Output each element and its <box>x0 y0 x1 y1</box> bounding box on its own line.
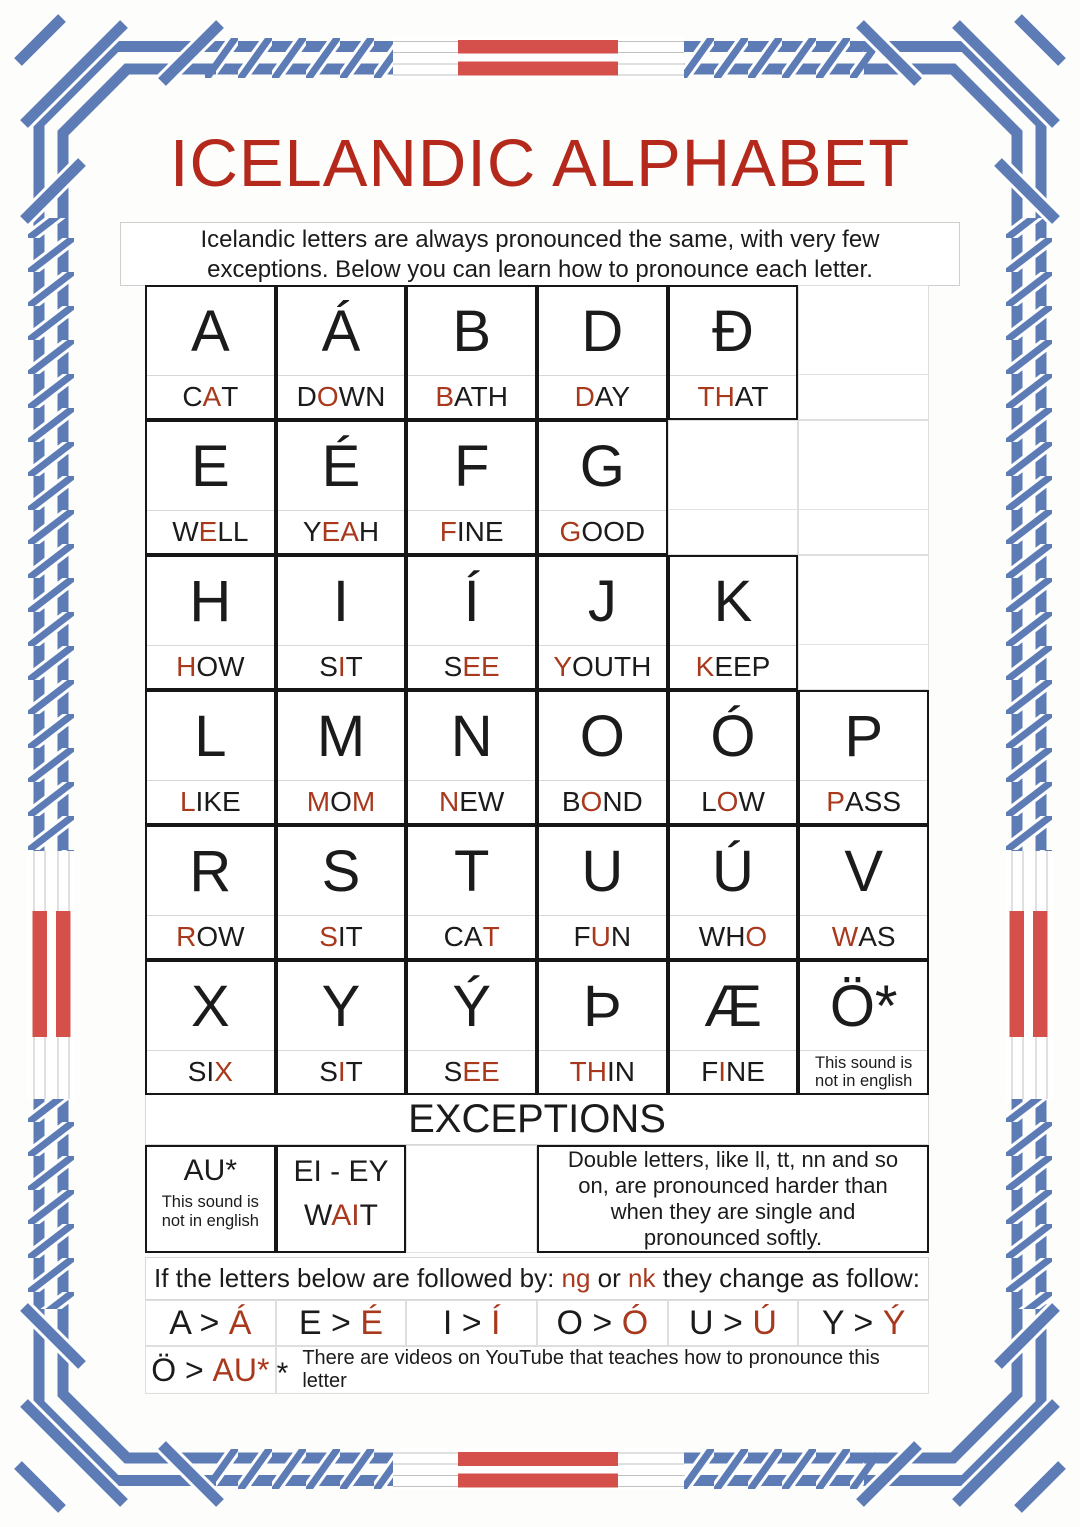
letter-cell-U <box>537 825 668 960</box>
exception-au-label: AU* <box>183 1154 237 1187</box>
highlighted-letters: EE <box>462 1056 500 1087</box>
pronunciation-word: B ATH <box>435 381 508 412</box>
highlighted-letters: Y <box>553 651 572 682</box>
letter-cell-O <box>537 690 668 825</box>
letter-glyph: P <box>800 692 927 781</box>
pronunciation-word: B O ND <box>561 786 643 817</box>
letter-glyph: O <box>539 692 666 781</box>
letter-cell-I <box>276 555 407 690</box>
footnote <box>276 1346 929 1394</box>
pronunciation-word: R OW <box>176 921 245 952</box>
change-cell-O <box>537 1300 668 1346</box>
pronunciation-word: S IT <box>319 921 363 952</box>
change-from: U > <box>689 1303 753 1342</box>
letter-glyph: É <box>278 422 405 511</box>
highlighted-letters: F <box>439 516 457 547</box>
pronunciation-word: Y EA H <box>302 516 380 547</box>
pronunciation-word: N EW <box>438 786 505 817</box>
change-to: Ú <box>752 1303 777 1342</box>
letter-cell-Á <box>276 285 407 420</box>
highlighted-letters: K <box>695 651 715 682</box>
letter-cell-B <box>406 285 537 420</box>
pronunciation-word: WH O <box>698 921 768 952</box>
pronunciation-word: G OOD <box>559 516 646 547</box>
letter-glyph: X <box>147 962 274 1051</box>
changes-intro: If the letters below are followed by: ng or nk they change as follow: <box>145 1257 929 1300</box>
pronunciation-word: F U N <box>573 921 632 952</box>
letter-glyph: H <box>147 557 274 646</box>
empty-cell <box>798 555 929 690</box>
change-from: Ö > <box>151 1351 213 1388</box>
empty-cell <box>798 420 929 555</box>
letter-glyph: N <box>408 692 535 781</box>
letter-cell-E <box>145 420 276 555</box>
letter-glyph: Æ <box>670 962 797 1051</box>
highlighted-letters: O <box>745 921 768 952</box>
highlighted-letters: TH <box>697 381 735 412</box>
pronunciation-word: S I T <box>319 651 363 682</box>
letter-glyph: Ý <box>408 962 535 1051</box>
letter-cell-F <box>406 420 537 555</box>
change-from: E > <box>298 1303 361 1342</box>
letter-glyph <box>799 421 928 510</box>
intro-line-1: Icelandic letters are always pronounced the same, with very few <box>200 226 880 253</box>
pronunciation-word: M O M <box>306 786 376 817</box>
letter-glyph: F <box>408 422 535 511</box>
empty-cell <box>668 420 799 555</box>
exception-ei-word: WAIT <box>304 1199 378 1232</box>
change-to: É <box>360 1303 384 1342</box>
exception-cell-ei-ey <box>276 1145 407 1253</box>
letter-glyph <box>669 421 798 510</box>
pronunciation-word: K EEP <box>695 651 771 682</box>
letter-cell-H <box>145 555 276 690</box>
letter-cell-P <box>798 690 929 825</box>
intro-text <box>120 222 960 286</box>
change-cell-Y <box>798 1300 929 1346</box>
change-from: O > <box>556 1303 622 1342</box>
letter-cell-É <box>276 420 407 555</box>
empty-cell <box>406 1145 537 1253</box>
letter-glyph <box>799 286 928 375</box>
pronunciation-word <box>799 510 928 554</box>
highlighted-letters: AI <box>331 1199 360 1232</box>
intro-line-2: exceptions. Below you can learn how to pronounce each letter. <box>207 256 873 283</box>
change-from: A > <box>169 1303 229 1342</box>
letter-glyph: T <box>408 827 535 916</box>
letter-cell-M <box>276 690 407 825</box>
change-to: Ý <box>882 1303 906 1342</box>
pronunciation-word <box>669 510 798 554</box>
letter-cell-K <box>668 555 799 690</box>
change-cell-U <box>668 1300 799 1346</box>
pronunciation-word <box>799 375 928 419</box>
exception-cell-au <box>145 1145 276 1253</box>
pronunciation-word: D O WN <box>296 381 386 412</box>
highlighted-letters: B <box>435 381 455 412</box>
highlighted-letters: EA <box>321 516 359 547</box>
changes-grid <box>145 1300 929 1346</box>
double-letters-note: Double letters, like ll, tt, nn and so on, are pronounced harder than when they are single and pronounced softly. <box>537 1145 929 1253</box>
pronunciation-word: TH AT <box>697 381 769 412</box>
highlighted-letters: N <box>438 786 460 817</box>
letter-cell-T <box>406 825 537 960</box>
highlighted-letters: TH <box>569 1056 607 1087</box>
highlighted-letters: H <box>176 651 197 682</box>
letter-cell-Ð <box>668 285 799 420</box>
letter-glyph: D <box>539 287 666 376</box>
highlighted-letters: O <box>580 786 603 817</box>
highlighted-letters: nk <box>628 1263 656 1293</box>
letter-glyph: L <box>147 692 274 781</box>
highlighted-letters: R <box>176 921 197 952</box>
letter-glyph: Á <box>278 287 405 376</box>
letter-cell-Í <box>406 555 537 690</box>
change-from: I > <box>442 1303 492 1342</box>
exception-au-note: This sound is not in english <box>161 1193 259 1230</box>
letter-cell-N <box>406 690 537 825</box>
letter-glyph: M <box>278 692 405 781</box>
letter-cell-Ö <box>798 960 929 1095</box>
letter-cell-Æ <box>668 960 799 1095</box>
letter-cell-X <box>145 960 276 1095</box>
bottom-row <box>145 1346 929 1392</box>
pronunciation-word: L O W <box>701 786 765 817</box>
letter-cell-L <box>145 690 276 825</box>
change-from: Y > <box>821 1303 883 1342</box>
pronunciation-word: S I T <box>319 1056 363 1087</box>
letter-cell-A <box>145 285 276 420</box>
highlighted-letters: O <box>716 786 739 817</box>
highlighted-letters: X <box>214 1056 233 1087</box>
letter-cell-R <box>145 825 276 960</box>
letter-glyph: Í <box>408 557 535 646</box>
highlighted-letters: S <box>319 921 338 952</box>
pronunciation-word: CA T <box>443 921 500 952</box>
highlighted-letters: L <box>179 786 196 817</box>
highlighted-letters: U <box>590 921 611 952</box>
highlighted-letters: I <box>718 1056 726 1087</box>
exceptions-row <box>145 1145 929 1253</box>
highlighted-letters: EE <box>462 651 500 682</box>
letter-glyph: Þ <box>539 962 666 1051</box>
letter-glyph: R <box>147 827 274 916</box>
letter-glyph <box>799 556 928 645</box>
letter-glyph: Ú <box>670 827 797 916</box>
letter-glyph: K <box>670 557 797 646</box>
highlighted-letters: I <box>337 651 346 682</box>
letter-glyph: Ð <box>670 287 797 376</box>
change-to: AU* <box>212 1351 270 1388</box>
change-to: Í <box>491 1303 501 1342</box>
letter-cell-Ú <box>668 825 799 960</box>
change-to: Ó <box>621 1303 649 1342</box>
letter-cell-S <box>276 825 407 960</box>
highlighted-letters: ng <box>561 1263 591 1293</box>
page-title: ICELANDIC ALPHABET <box>169 126 911 201</box>
pronunciation-word: D AY <box>574 381 631 412</box>
pronunciation-word: C A T <box>182 381 239 412</box>
change-cell-E <box>276 1300 407 1346</box>
pronunciation-word: W E LL <box>172 516 249 547</box>
change-cell-A <box>145 1300 276 1346</box>
highlighted-letters: P <box>826 786 845 817</box>
letter-glyph: Y <box>278 962 405 1051</box>
exceptions-heading: EXCEPTIONS <box>145 1095 929 1145</box>
highlighted-letters: M <box>306 786 331 817</box>
letter-glyph: A <box>147 287 274 376</box>
pronunciation-word: P ASS <box>826 786 902 817</box>
letter-cell-D <box>537 285 668 420</box>
letter-cell-G <box>537 420 668 555</box>
pronunciation-word: SI X <box>187 1056 233 1087</box>
letter-glyph: B <box>408 287 535 376</box>
highlighted-letters: W <box>831 921 859 952</box>
pronunciation-word: Y OUTH <box>553 651 652 682</box>
letter-glyph: G <box>539 422 666 511</box>
pronunciation-note: This sound is not in english <box>815 1054 913 1090</box>
letter-glyph: V <box>800 827 927 916</box>
pronunciation-word: L IKE <box>179 786 241 817</box>
highlighted-letters: D <box>574 381 595 412</box>
letter-glyph: J <box>539 557 666 646</box>
letter-glyph: E <box>147 422 274 511</box>
letter-cell-Ó <box>668 690 799 825</box>
change-cell-I <box>406 1300 537 1346</box>
pronunciation-word: S EE <box>443 1056 500 1087</box>
pronunciation-word <box>799 645 928 689</box>
letter-glyph: Ö* <box>800 962 927 1051</box>
highlighted-letters: A <box>202 381 222 412</box>
pronunciation-word: S EE <box>443 651 500 682</box>
alphabet-grid <box>145 285 929 1095</box>
empty-cell <box>798 285 929 420</box>
highlighted-letters: G <box>559 516 582 547</box>
change-cell-o-umlaut <box>145 1346 276 1394</box>
letter-glyph: Ó <box>670 692 797 781</box>
letter-cell-J <box>537 555 668 690</box>
letter-glyph: I <box>278 557 405 646</box>
letter-cell-Ý <box>406 960 537 1095</box>
pronunciation-word: F I NE <box>701 1056 765 1087</box>
highlighted-letters: I <box>337 1056 346 1087</box>
letter-cell-Þ <box>537 960 668 1095</box>
footnote-asterisk: * <box>276 1357 289 1390</box>
highlighted-letters: O <box>316 381 339 412</box>
pronunciation-word: H OW <box>176 651 245 682</box>
highlighted-letters: E <box>198 516 218 547</box>
letter-cell-Y <box>276 960 407 1095</box>
highlighted-letters: M <box>351 786 376 817</box>
exception-ei-label: EI - EY <box>293 1155 389 1188</box>
pronunciation-word: TH IN <box>569 1056 635 1087</box>
letter-glyph: U <box>539 827 666 916</box>
letter-cell-V <box>798 825 929 960</box>
letter-glyph: S <box>278 827 405 916</box>
highlighted-letters: T <box>482 921 500 952</box>
footnote-text: There are videos on YouTube that teaches how to pronounce this letter <box>302 1347 880 1392</box>
pronunciation-word: W AS <box>831 921 896 952</box>
pronunciation-word: F INE <box>439 516 504 547</box>
change-to: Á <box>228 1303 252 1342</box>
